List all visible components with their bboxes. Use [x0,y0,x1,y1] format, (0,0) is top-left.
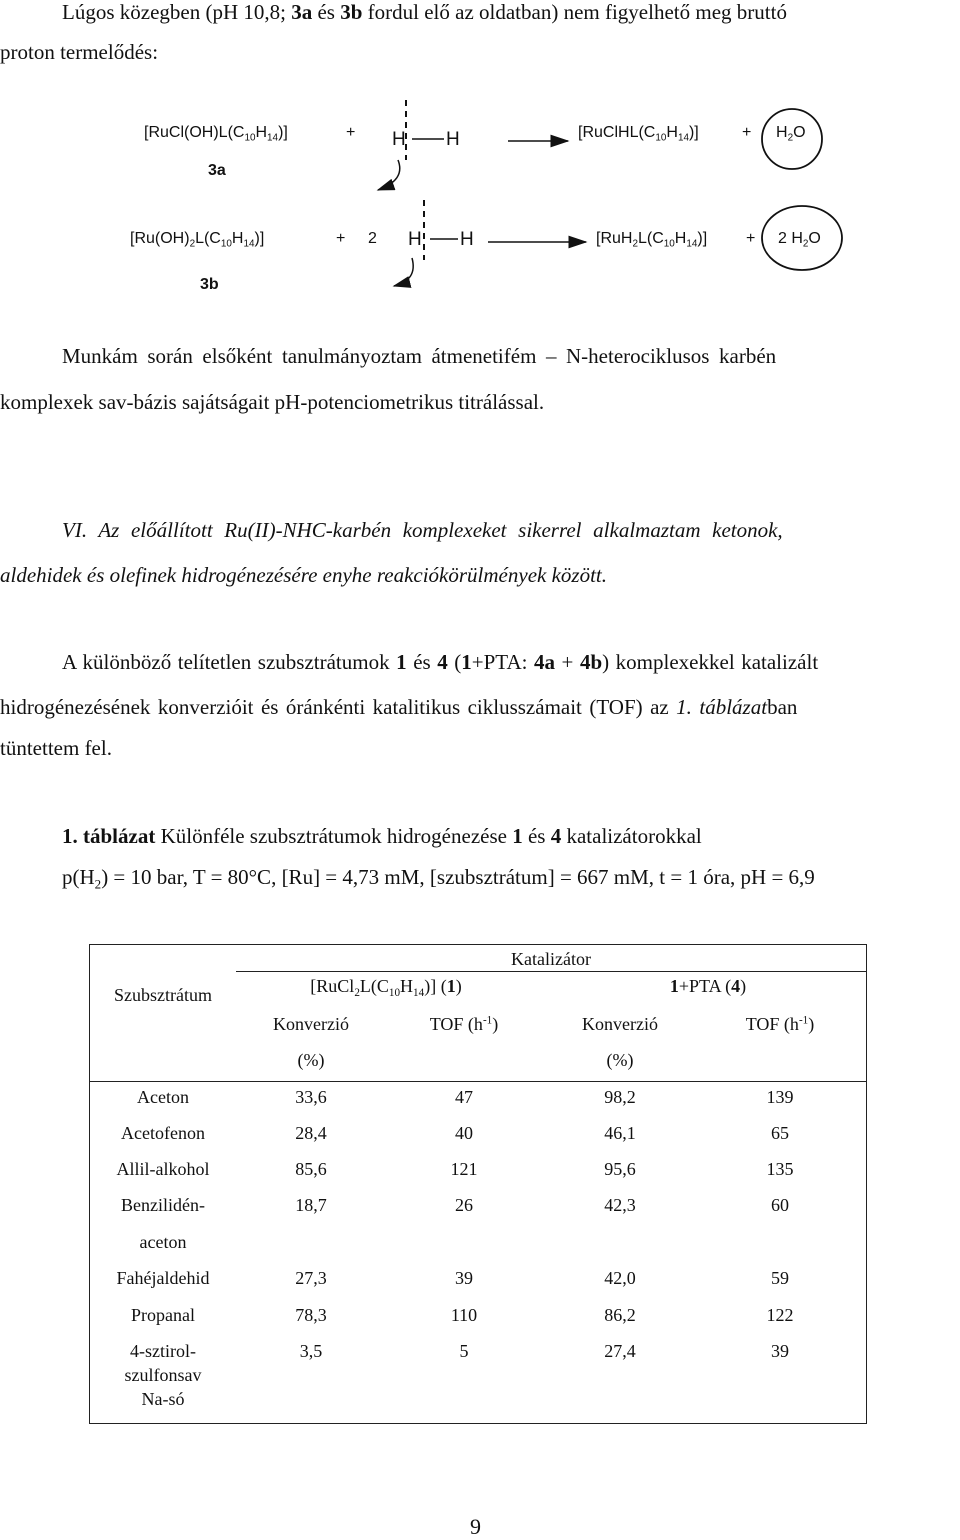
reaction-1-product: $[RuClHL(C_{10}H_{14})]$ [578,124,699,144]
paragraph-1-line-1: Munkám során elsőként tanulmányoztam átmenetifém – N-heterociklusos karbén [62,344,777,368]
row-conversion-2: 42,0 [604,1268,636,1288]
page-number: 9 [470,1514,481,1539]
reaction-2-reactant: $[Ru(OH)_2L(C_{10}H_{14})]$ [130,230,265,250]
curved-arrow-2 [394,258,413,286]
row-conversion-2: 27,4 [604,1341,636,1361]
intro-prefix: Lúgos közegben (pH 10,8; [62,0,292,24]
header-conversion-2: Konverzió [582,1014,658,1034]
intro-bold-3b: 3b [340,0,363,24]
row-substrate-name-cont: Na-só [141,1389,185,1409]
reaction-1-reactant: $[RuCl(OH)L(C_{10}H_{14})]$ [144,124,288,144]
table-conditions: $p(H_2) = 10$ bar, T = 80°C, [Ru] = 4,73 mM, [szubsztrátum] = 667 mM, t = 1 óra, pH = 6,9 [62,865,815,892]
row-conversion-1: 18,7 [295,1195,327,1215]
reaction-2-coef: 2 [368,230,377,247]
results-table [89,944,867,1424]
paragraph-3-line-3: tüntettem fel. [0,736,112,760]
paragraph-3-line-1: A különböző telítetlen szubsztrátumok 1 és 4 (1+PTA: 4a + 4b) komplexekkel katalizált [62,650,819,674]
reaction-2-plus: + [336,230,346,247]
compound-label-3b: 3b [200,276,219,293]
paragraph-2-line-1: VI. Az előállított Ru(II)-NHC-karbén komplexeket sikerrel alkalmaztam ketonok, [62,518,783,542]
header-body-divider [90,1081,866,1082]
row-tof-1: 26 [455,1195,473,1215]
row-tof-1: 110 [450,1305,478,1325]
reaction-1-water: $H_2O$ [776,124,806,144]
row-conversion-1: 3,5 [299,1341,323,1361]
row-tof-2: 139 [766,1087,794,1107]
intro-suffix: fordul elő az oldatban) nem figyelhető meg bruttó [362,0,787,24]
reaction-2-h-left: H [408,229,422,250]
row-substrate-name: Acetofenon [121,1123,205,1143]
compound-label-3a: 3a [208,162,226,179]
row-conversion-1: 78,3 [295,1305,327,1325]
reaction-2-product: $[RuH_2L(C_{10}H_{14})]$ [596,230,708,250]
reaction-1-h-right: H [446,129,460,150]
row-substrate-name: Fahéjaldehid [116,1268,210,1288]
row-tof-2: 59 [771,1268,789,1288]
row-substrate-name: Aceton [137,1087,189,1107]
row-tof-1: 5 [459,1341,469,1361]
row-conversion-2: 46,1 [604,1123,636,1143]
header-conversion-unit-2: (%) [606,1050,634,1070]
reaction-1-h-left: H [392,129,406,150]
row-substrate-name-cont: aceton [139,1232,187,1252]
row-conversion-2: 98,2 [604,1087,636,1107]
intro-line-2: proton termelődés: [0,40,159,64]
row-conversion-2: 42,3 [604,1195,636,1215]
row-tof-2: 60 [771,1195,789,1215]
row-substrate-name: Benzilidén- [121,1195,205,1215]
table-caption: 1. táblázat Különféle szubsztrátumok hidrogénezése 1 és 4 katalizátorokkal [62,824,702,848]
row-tof-2: 135 [766,1159,794,1179]
row-tof-2: 122 [766,1305,794,1325]
table-caption-label: 1. táblázat [62,824,156,848]
reaction-scheme-graphics [0,0,960,320]
header-tof-2: TOF $(h^{-1})$ [745,1014,815,1034]
row-conversion-1: 85,6 [295,1159,327,1179]
header-conversion-1: Konverzió [273,1014,349,1034]
intro-mid: és [312,0,341,24]
row-tof-2: 65 [771,1123,789,1143]
header-divider [236,971,866,972]
header-catalyst-1: $[RuCl_2L(C_{10}H_{14})]$ (1) [310,976,462,999]
row-substrate-name: 4-sztirol- [130,1341,196,1361]
paragraph-1-line-2: komplexek sav-bázis sajátságait pH-potenciometrikus titrálással. [0,390,545,414]
reaction-1-plus-2: + [742,124,752,141]
row-conversion-1: 33,6 [295,1087,327,1107]
row-conversion-1: 27,3 [295,1268,327,1288]
paragraph-3-line-2: hidrogénezésének konverzióit és óránkénti katalitikus ciklusszámait (TOF) az 1. táblázatban [0,695,798,719]
header-catalyst-4: 1+PTA (4) [669,976,747,996]
row-substrate-name: Propanal [131,1305,195,1325]
row-conversion-2: 86,2 [604,1305,636,1325]
row-tof-1: 47 [455,1087,473,1107]
reaction-2-water: 2 $H_2O$ [778,230,821,250]
paragraph-2-line-2: aldehidek és olefinek hidrogénezésére enyhe reakciókörülmények között. [0,563,608,587]
row-substrate-name-cont: szulfonsav [124,1365,202,1385]
header-substrate: Szubsztrátum [114,985,212,1005]
header-tof-1: TOF $(h^{-1})$ [429,1014,499,1034]
row-substrate-name: Allil-alkohol [116,1159,210,1179]
intro-bold-3a: 3a [291,0,313,24]
reaction-2-h-right: H [460,229,474,250]
row-conversion-2: 95,6 [604,1159,636,1179]
reaction-1-plus: + [346,124,356,141]
reaction-2-plus-2: + [746,230,756,247]
row-tof-1: 40 [455,1123,473,1143]
curved-arrow-1 [378,160,400,190]
row-conversion-1: 28,4 [295,1123,327,1143]
header-conversion-unit-1: (%) [297,1050,325,1070]
row-tof-2: 39 [771,1341,789,1361]
row-tof-1: 121 [450,1159,478,1179]
row-tof-1: 39 [455,1268,473,1288]
header-catalyst: Katalizátor [511,949,591,969]
